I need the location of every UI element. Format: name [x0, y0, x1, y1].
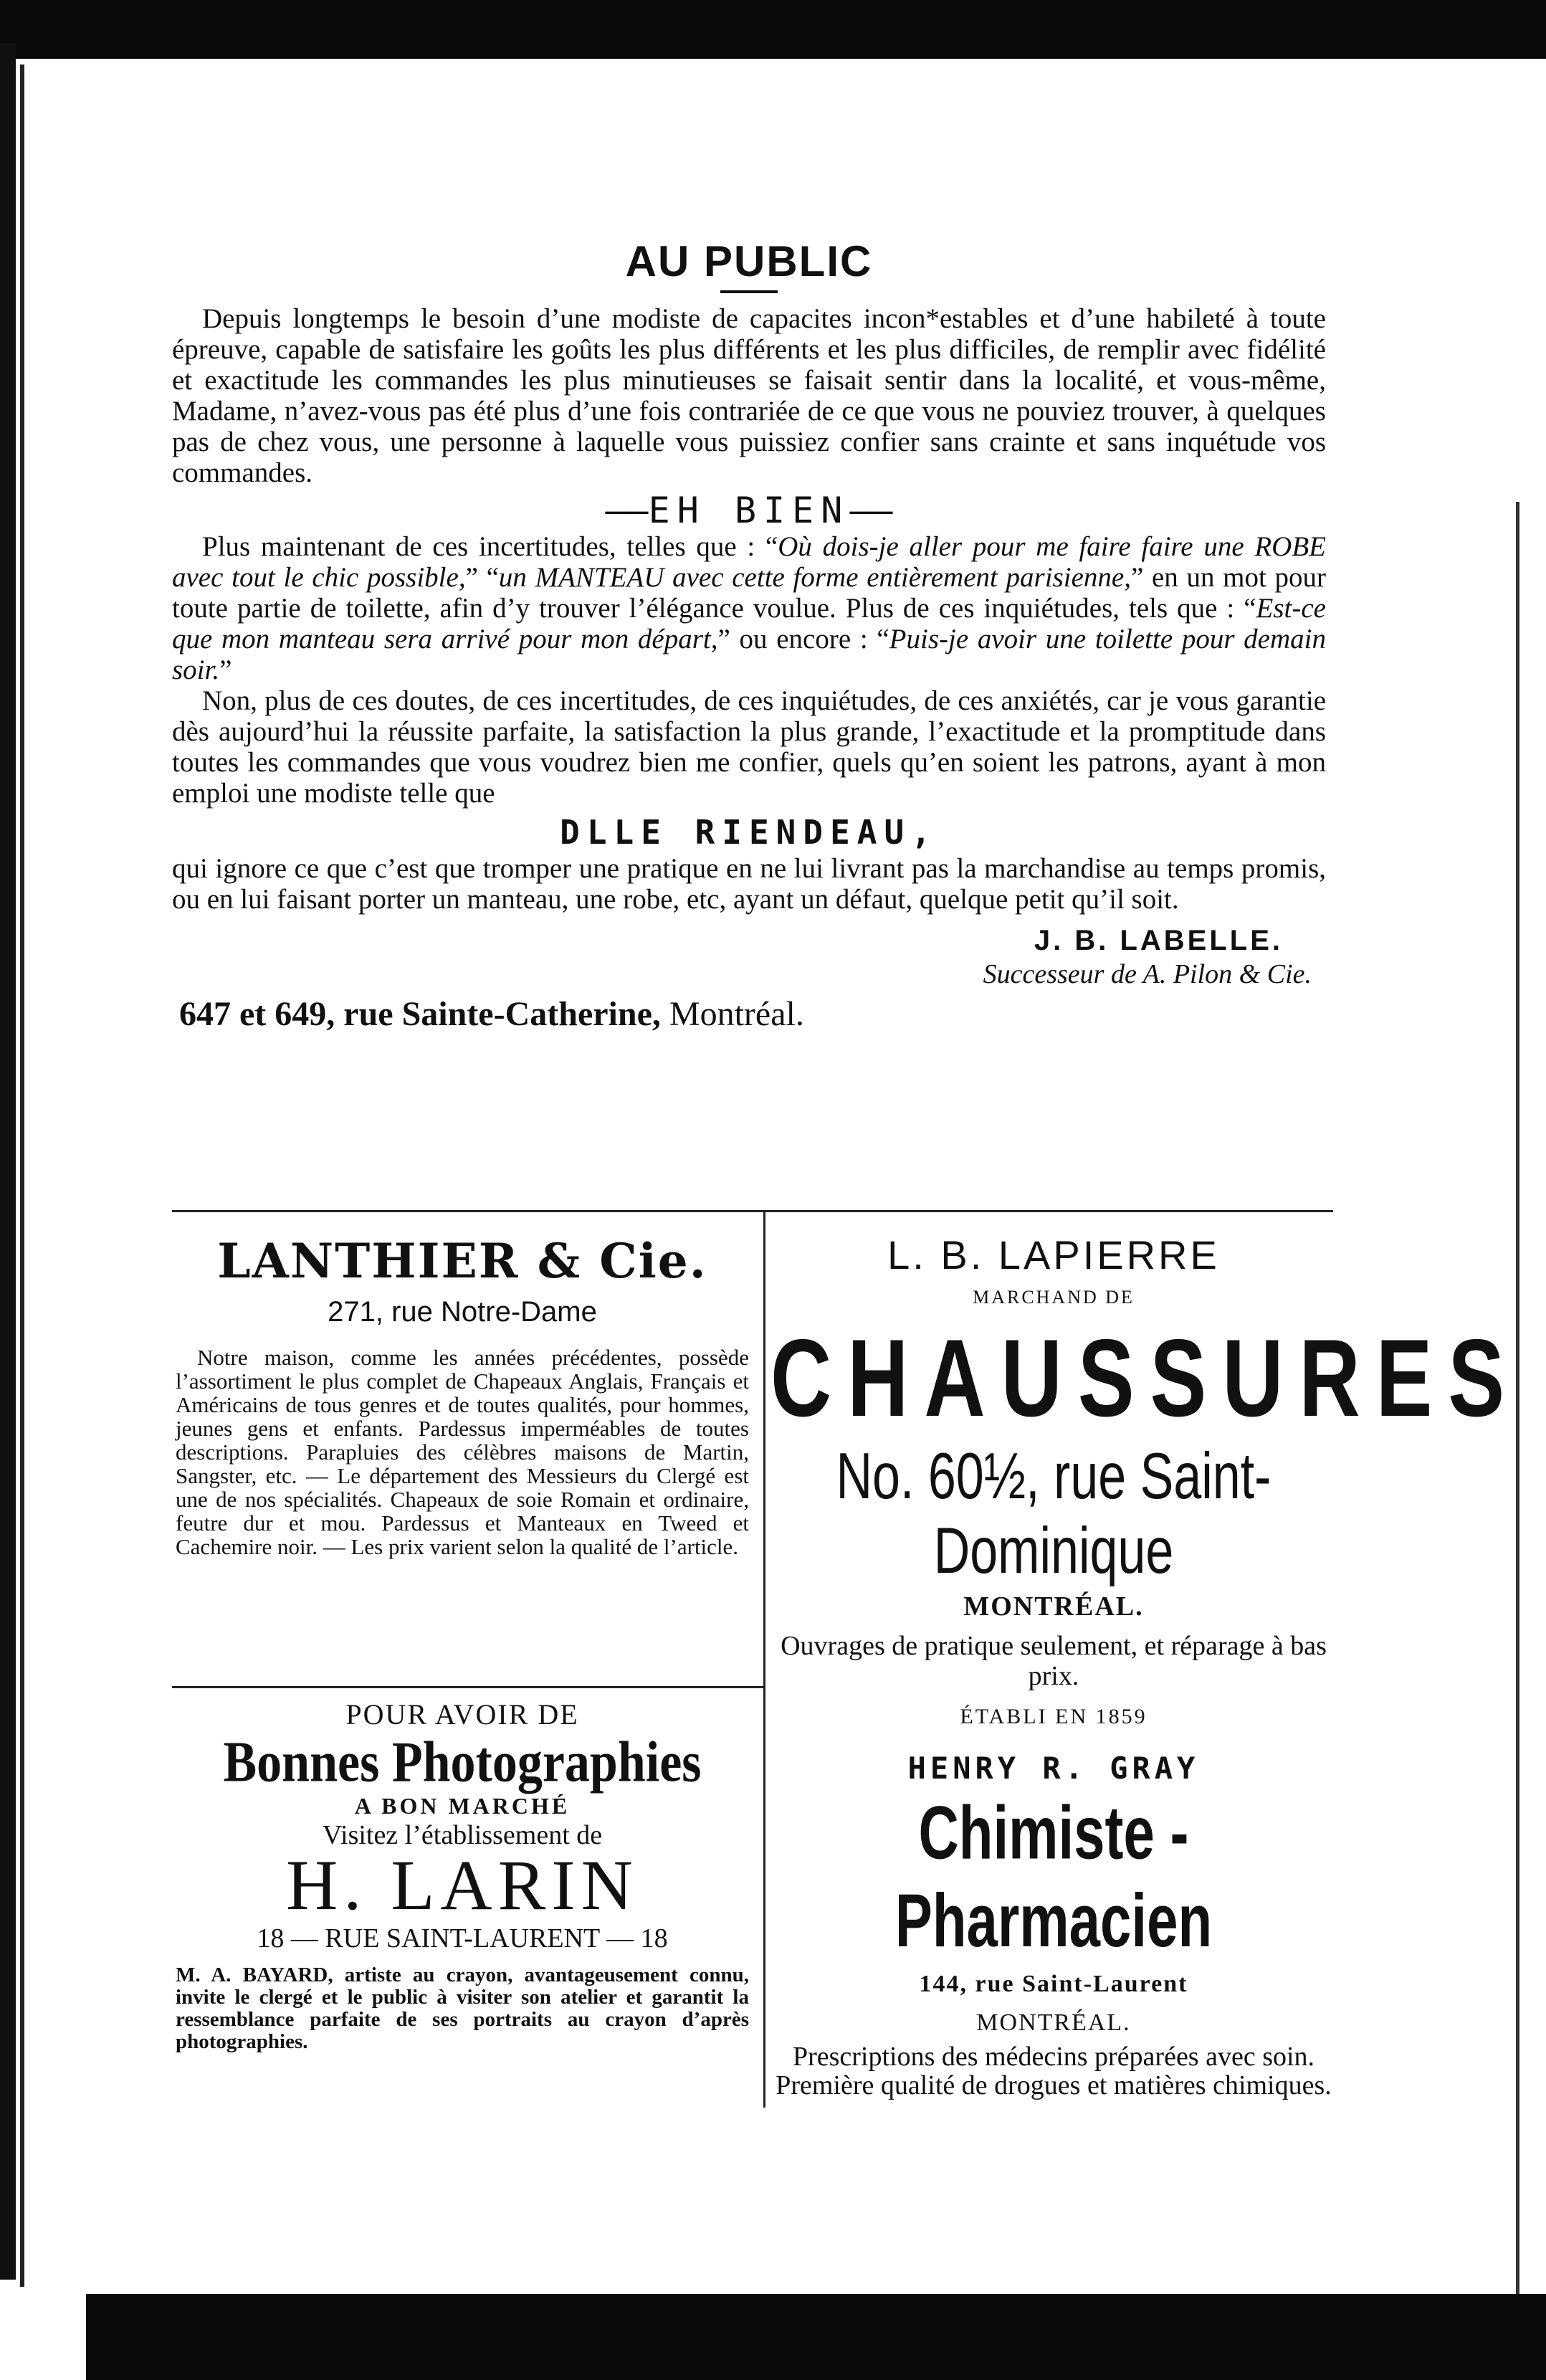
gray-name: HENRY R. GRAY [907, 1751, 1200, 1786]
eh-bien-heading: ——EH BIEN—— [605, 490, 893, 531]
lanthier-title: LANTHIER & Cie. [217, 1233, 707, 1289]
lanthier-text: Notre maison, comme les années précédentes, possède l’assortiment le plus complet de Chapeaux Anglais, Français et Américains de tous genres et de toutes qualités, pour hommes, jeunes gens et enfants. Pardessus imperméables de toutes descriptions. Parapluies des célèbres maisons de Martin, Sangster, etc. — Le département des Messieurs du Clergé est une de nos spécialités. Chapeaux de soie Romain et ordinaire, feutre dur et mou. Pardessus et Manteaux en Tweed et Cachemire noir. — Les prix varient selon la qualité de l’article. [176, 1345, 749, 1559]
title-rule [720, 290, 778, 293]
scan-left-border [0, 43, 16, 2280]
larin-name: H. LARIN [286, 1845, 639, 1925]
larin-bon-marche: A BON MARCHÉ [354, 1793, 571, 1819]
divider-horizontal-top [172, 1210, 1333, 1212]
notice-title: AU PUBLIC [625, 237, 873, 285]
lapierre-city: MONTRÉAL. [963, 1591, 1144, 1622]
divider-vertical [763, 1212, 765, 2108]
larin-bonnes: Bonnes Photographies [223, 1731, 702, 1794]
au-public-notice [172, 237, 1326, 1034]
gray-ad [770, 1705, 1337, 2100]
eh-bien-text: EH BIEN [648, 490, 850, 531]
scan-left-rule [20, 65, 24, 2287]
lapierre-product: CHAUSSURES [770, 1317, 1521, 1440]
notice-address: 647 et 649, rue Sainte-Catherine, Montréal. [179, 995, 804, 1033]
divider-horizontal-left [172, 1686, 763, 1688]
lapierre-subtitle: MARCHAND DE [973, 1287, 1135, 1308]
gray-text: Prescriptions des médecins préparées avec soin. Première qualité de drogues et matières chimiques. [776, 2042, 1332, 2100]
lapierre-address: No. 60½, rue Saint-Dominique [836, 1439, 1271, 1587]
lanthier-address: 271, rue Notre-Dame [328, 1296, 597, 1328]
notice-paragraph-3: Non, plus de ces doutes, de ces incertitudes, de ces inquiétudes, de ces anxiétés, car je vous garantie dès aujourd’hui la réussite parfaite, la satisfaction la plus grande, l’exactitude et la promptitude dans toutes les commandes que vous voudrez bien me confier, quels qu’en soient les patrons, ayant à mon emploi une modiste telle que [172, 685, 1326, 809]
scan-top-border [0, 0, 1546, 59]
notice-paragraph-4: qui ignore ce que c’est que tromper une pratique en ne lui livrant pas la marchandise au temps promis, ou en lui faisant porter un manteau, une robe, etc, ayant un défaut, quelque petit qu’il soit. [172, 853, 1326, 915]
notice-successor: Successeur de A. Pilon & Cie. [983, 959, 1312, 989]
modiste-name: DLLE RIENDEAU, [560, 813, 938, 852]
notice-signature: J. B. LABELLE. [1034, 925, 1283, 956]
lapierre-ad [770, 1232, 1521, 1691]
lapierre-title: L. B. LAPIERRE [887, 1232, 1220, 1277]
scan-bottom-border [86, 2294, 1546, 2380]
larin-text: M. A. BAYARD, artiste au crayon, avantageusement connu, invite le clergé et le public à visiter son atelier et garantit la ressemblance parfaite de ses portraits au crayon d’après photographies. [176, 1964, 749, 2053]
larin-address: 18 — RUE SAINT-LAURENT — 18 [257, 1923, 668, 1953]
lapierre-text: Ouvrages de pratique seulement, et réparage à bas prix. [781, 1631, 1327, 1691]
larin-pour: POUR AVOIR DE [345, 1698, 579, 1731]
gray-city: MONTRÉAL. [976, 2009, 1131, 2036]
notice-paragraph-2: Plus maintenant de ces incertitudes, telles que : “Où dois-je aller pour me faire faire une ROBE avec tout le chic possible,” “un MANTEAU avec cette forme entièrement parisienne,” en un mot pour toute partie de toilette, afin d’y trouver l’élégance voulue. Plus de ces inquiétudes, tels que : “Est-ce que mon manteau sera arrivé pour mon départ,” ou encore : “Puis-je avoir une toilette pour demain soir.” [172, 531, 1327, 685]
larin-ad [176, 1698, 749, 2053]
gray-established: ÉTABLI EN 1859 [960, 1705, 1147, 1728]
notice-paragraph-1: Depuis longtemps le besoin d’une modiste de capacites incon*estables et d’une habileté à toute épreuve, capable de satisfaire les goûts les plus différents et les plus difficiles, de remplir avec fidélité et exactitude les commandes les plus minutieuses se faisait sentir dans la localité, et vous-même, Madame, n’avez-vous pas été plus d’une fois contrariée de ce que vous ne pouviez trouver, à quelques pas de chez vous, une personne à laquelle vous puissiez confier sans crainte et sans inquétude vos commandes. [172, 303, 1326, 488]
larin-visitez: Visitez l’établissement de [322, 1820, 603, 1850]
lanthier-ad [176, 1233, 749, 1558]
gray-address: 144, rue Saint-Laurent [919, 1971, 1188, 1997]
gray-title: Chimiste - Pharmacien [894, 1789, 1213, 1964]
